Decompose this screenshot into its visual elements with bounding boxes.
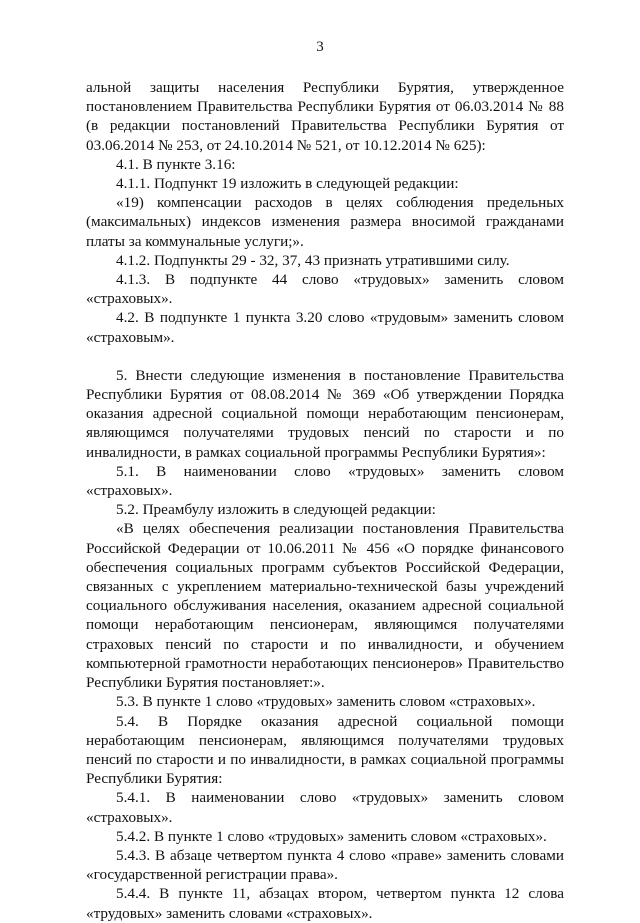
paragraph: альной защиты населения Республики Бурятия, утвержденное постановлением Правительства Республики Бурятия от 06.03.2014 № 88 (в редакции постановлений Правительства Республики Бурятия от 03.06.2014 № 253, от 24.10.2014 № 521, от 10.12.2014 № 625): [86,79,564,154]
document-body [86,78,564,923]
paragraph: 4.1.3. В подпункте 44 слово «трудовых» заменить словом «страховых». [86,271,564,308]
paragraph: 4.1. В пункте 3.16: [116,155,236,173]
paragraph: 5.4. В Порядке оказания адресной социальной помощи неработающим пенсионерам, являющимся получателями трудовых пенсий по старости и по инвалидности, в рамках социальной программы Республики Бурятия: [86,712,564,788]
paragraph: 4.2. В подпункте 1 пункта 3.20 слово «трудовым» заменить словом «страховым». [86,309,564,346]
paragraph: 4.1.1. Подпункт 19 изложить в следующей редакции: [116,175,459,193]
paragraph: 5.1. В наименовании слово «трудовых» заменить словом «страховых». [86,462,564,500]
paragraph: 5. Внести следующие изменения в постановление Правительства Республики Бурятия от 08.08.2014 № 369 «Об утверждении Порядка оказания адресной социальной помощи неработающим пенсионерам, являющимся получателями трудовых пенсий по старости и по инвалидности, в рамках социальной программы Республики Бурятия»: [86,366,564,461]
paragraph: 5.4.1. В наименовании слово «трудовых» заменить словом «страховых». [86,789,564,826]
paragraph-gap [86,347,564,366]
paragraph: «19) компенсации расходов в целях соблюдения предельных (максимальных) индексов изменения размера вносимой гражданами платы за коммунальные услуги;». [86,194,564,250]
paragraph: 5.4.3. В абзаце четвертом пункта 4 слово «праве» заменить словами «государственной регистрации права». [86,846,564,884]
paragraph: 5.3. В пункте 1 слово «трудовых» заменить словом «страховых». [116,693,536,711]
paragraph: 5.2. Преамбулу изложить в следующей редакции: [116,501,436,519]
paragraph: «В целях обеспечения реализации постановления Правительства Российской Федерации от 10.06.2011 № 456 «О порядке финансового обеспечения социальных программ субъектов Российской Федерации, связанных с укреплением материально-технической базы учреждений социального обслуживания населения, оказанием адресной социальной помощи неработающим пенсионерам, являющимся получателями страховых пенсий по старости и по инвалидности, и обучением компьютерной грамотности неработающих пенсионеров» Правительство Республики Бурятия постановляет:». [86,520,564,692]
page-number: 3 [316,39,324,55]
paragraph: 5.4.4. В пункте 11, абзацах втором, четвертом пункта 12 слова «трудовых» заменить словами «страховых». [86,885,564,922]
paragraph: 4.1.2. Подпункты 29 - 32, 37, 43 признать утратившими силу. [116,251,510,269]
paragraph: 5.4.2. В пункте 1 слово «трудовых» заменить словом «страховых». [116,827,547,845]
